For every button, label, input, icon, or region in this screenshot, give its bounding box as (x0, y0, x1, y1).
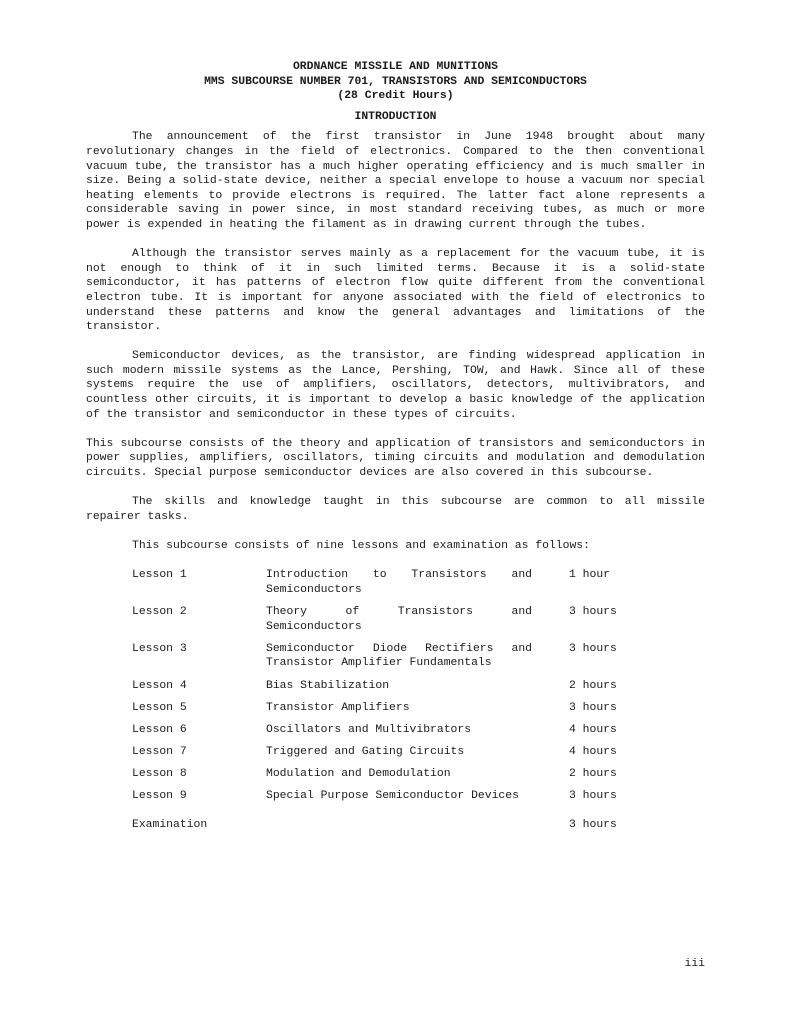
lesson-hours: 3 hours (569, 605, 617, 618)
lesson-row (132, 568, 705, 597)
page-number: iii (684, 958, 705, 970)
lesson-title: Introduction to Transistors and Semiconductors (266, 569, 532, 596)
lesson-title: Transistor Amplifiers (266, 701, 410, 714)
lesson-title: Theory of Transistors and Semiconductors (266, 605, 532, 633)
lesson-title: Semiconductor Diode Rectifiers and Transistor Amplifier Fundamentals (266, 642, 532, 670)
lesson-label: Lesson 8 (132, 768, 187, 781)
lesson-row (132, 723, 705, 738)
lesson-hours: 3 hours (569, 790, 617, 803)
lesson-title: Modulation and Demodulation (266, 768, 451, 781)
lesson-title: Triggered and Gating Circuits (266, 746, 465, 759)
paragraph-5: The skills and knowledge taught in this subcourse are common to all missile repairer tasks. (86, 496, 705, 523)
paragraph-6: This subcourse consists of nine lessons and examination as follows: (132, 540, 590, 552)
lesson-row (132, 789, 705, 804)
paragraph-3: Semiconductor devices, as the transistor, are finding widespread application in such modern missile systems as the Lance, Pershing, TOW, and Hawk. Since all of these systems require the use of amplifiers, oscillators, detectors, multivibrators, and countless other circuits, it is important to develop a basic knowledge of the application of the transistor and semiconductor in these types of circuits. (86, 350, 705, 421)
lesson-label: Lesson 1 (132, 569, 187, 582)
lesson-title: Special Purpose Semiconductor Devices (266, 790, 519, 803)
header-credit-hours: (28 Credit Hours) (337, 90, 454, 103)
lesson-label: Lesson 9 (132, 790, 187, 803)
lesson-title: Bias Stabilization (266, 679, 390, 692)
lesson-row (132, 767, 705, 782)
lesson-label: Lesson 3 (132, 642, 187, 655)
lesson-label: Lesson 4 (132, 679, 187, 692)
paragraph-2: Although the transistor serves mainly as a replacement for the vacuum tube, it is not enough to think of it in such limited terms. Because it is a solid-state semiconductor, it has patterns of electron flow quite different from the conventional electron tube. It is important for anyone associated with the field of electronics to understand these patterns and know the general advantages and limitations of the transistor. (86, 248, 705, 334)
lesson-row (132, 605, 705, 634)
lesson-title: Oscillators and Multivibrators (266, 723, 472, 736)
lesson-label: Lesson 2 (132, 605, 187, 618)
lesson-row (132, 701, 705, 716)
lesson-hours: 1 hour (569, 569, 611, 582)
examination-hours: 3 hours (569, 819, 617, 832)
lesson-label: Lesson 6 (132, 723, 187, 736)
lesson-row (132, 679, 705, 694)
examination-row (132, 818, 705, 833)
paragraph-1: The announcement of the first transistor in June 1948 brought about many revolutionary changes in the field of electronics. Compared to the then conventional vacuum tube, the transistor has a much higher operating efficiency and is much smaller in size. Being a solid-state device, neither a special envelope to house a vacuum nor special heating elements to provide electrons is required. The latter fact alone represents a considerable saving in power since, in most standard receiving tubes, as much or more power is expended in heating the filament as in drawing current through the tubes. (86, 131, 705, 231)
header-title: ORDNANCE MISSILE AND MUNITIONS (292, 61, 499, 73)
examination-label: Examination (132, 819, 208, 832)
paragraph-4: This subcourse consists of the theory and application of transistors and semiconductors in power supplies, amplifiers, oscillators, timing circuits and modulation and demodulation circuits. Special purpose semiconductor devices are also covered in this subcourse. (86, 437, 705, 480)
document-page (86, 60, 705, 833)
lesson-hours: 2 hours (569, 679, 617, 692)
lesson-row (132, 745, 705, 760)
lesson-hours: 3 hours (569, 642, 617, 655)
section-title: INTRODUCTION (354, 110, 437, 123)
lesson-table (132, 568, 705, 832)
header-subcourse: MMS SUBCOURSE NUMBER 701, TRANSISTORS AND SEMICONDUCTORS (204, 75, 587, 88)
document-header (86, 60, 705, 104)
lesson-hours: 3 hours (569, 701, 617, 714)
lesson-hours: 2 hours (569, 768, 617, 781)
lesson-hours: 4 hours (569, 746, 617, 759)
lesson-label: Lesson 5 (132, 701, 187, 714)
lesson-row (132, 642, 705, 671)
lesson-label: Lesson 7 (132, 746, 187, 759)
lesson-hours: 4 hours (569, 723, 617, 736)
